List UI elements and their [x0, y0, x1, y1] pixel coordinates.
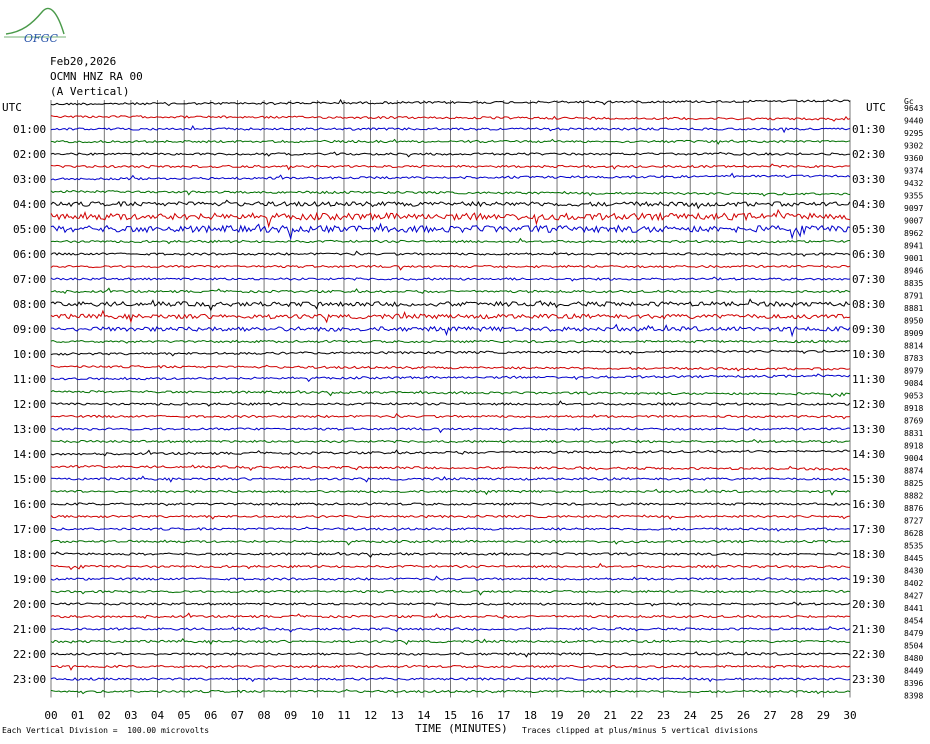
hour-label-right: 01:30 [852, 123, 886, 136]
x-tick-label: 12 [363, 709, 378, 722]
row-value-label: 9053 [904, 391, 924, 401]
row-value-label: 8835 [904, 279, 924, 288]
x-tick-label: 16 [470, 709, 484, 722]
hour-label-left: 08:00 [13, 298, 47, 311]
hour-label-left: 14:00 [13, 448, 47, 461]
hour-label-left: 11:00 [13, 373, 47, 386]
row-value-label: 8628 [904, 529, 924, 538]
hour-label-right: 15:30 [852, 473, 886, 486]
hour-label-left: 22:00 [13, 648, 47, 661]
row-value-label: 8874 [904, 466, 924, 476]
station-label: OCMN HNZ RA 00 [50, 70, 143, 83]
hour-label-left: 05:00 [13, 223, 47, 236]
component-label: (A Vertical) [50, 85, 130, 98]
row-value-label: 8398 [904, 691, 924, 701]
row-value-label: 8941 [904, 241, 924, 251]
row-value-label: 9295 [904, 129, 924, 138]
row-value-label: 8950 [904, 316, 924, 326]
hour-label-right: 21:30 [852, 623, 886, 636]
hour-label-right: 04:30 [852, 198, 886, 211]
hour-label-right: 06:30 [852, 248, 886, 261]
row-value-label: 8979 [904, 366, 924, 376]
x-tick-label: 03 [124, 709, 138, 722]
row-value-label: 8402 [904, 579, 924, 588]
hour-label-left: 15:00 [13, 473, 47, 486]
row-value-label: 8882 [904, 491, 924, 501]
x-tick-label: 25 [710, 709, 724, 722]
x-tick-label: 29 [816, 709, 830, 722]
hour-label-right: 19:30 [852, 573, 886, 586]
hour-label-right: 14:30 [852, 448, 886, 461]
x-tick-label: 18 [523, 709, 538, 722]
x-tick-label: 00 [44, 709, 58, 722]
row-value-label: 8831 [904, 429, 924, 438]
x-tick-label: 17 [497, 709, 511, 722]
hour-label-left: 16:00 [13, 498, 47, 511]
hour-label-left: 13:00 [13, 423, 47, 436]
row-value-label: 8535 [904, 541, 924, 551]
x-tick-label: 04 [150, 709, 165, 722]
utc-left-label: UTC [2, 101, 22, 114]
hour-label-right: 12:30 [852, 398, 886, 411]
hour-label-right: 17:30 [852, 523, 886, 536]
x-tick-label: 26 [736, 709, 751, 722]
x-tick-label: 13 [390, 709, 404, 722]
row-value-label: 8881 [904, 304, 924, 313]
hour-label-left: 17:00 [13, 523, 47, 536]
row-value-label: 9097 [904, 204, 924, 213]
row-value-label: 8814 [904, 341, 924, 351]
x-tick-label: 05 [177, 709, 191, 722]
row-value-label: 8791 [904, 291, 924, 301]
row-value-label: 9432 [904, 179, 924, 188]
x-tick-label: 27 [763, 709, 777, 722]
hour-label-left: 18:00 [13, 548, 47, 561]
row-value-label: 8427 [904, 591, 924, 601]
hour-label-right: 09:30 [852, 323, 886, 336]
hour-label-right: 20:30 [852, 598, 886, 611]
gain-column-label: Gc [904, 97, 914, 106]
x-tick-label: 22 [630, 709, 644, 722]
row-value-label: 9440 [904, 116, 924, 126]
x-tick-label: 24 [683, 709, 697, 722]
x-tick-label: 20 [577, 709, 591, 722]
hour-label-right: 11:30 [852, 373, 886, 386]
row-value-label: 8918 [904, 404, 924, 413]
x-tick-label: 01 [71, 709, 85, 722]
x-tick-label: 28 [790, 709, 804, 722]
hour-label-left: 10:00 [13, 348, 47, 361]
row-value-label: 9084 [904, 379, 924, 388]
row-value-label: 8504 [904, 641, 924, 651]
x-tick-label: 08 [257, 709, 271, 722]
hour-label-right: 16:30 [852, 498, 886, 511]
x-tick-label: 06 [204, 709, 218, 722]
hour-label-left: 23:00 [13, 673, 47, 686]
hour-label-left: 02:00 [13, 148, 47, 161]
x-axis-title: TIME (MINUTES) [415, 722, 508, 735]
row-value-label: 8454 [904, 616, 924, 626]
hour-label-left: 19:00 [13, 573, 47, 586]
hour-label-left: 04:00 [13, 198, 47, 211]
clip-note: Traces clipped at plus/minus 5 vertical divisions [522, 726, 759, 735]
hour-label-left: 12:00 [13, 398, 47, 411]
utc-right-label: UTC [866, 101, 886, 114]
hour-label-right: 08:30 [852, 298, 886, 311]
row-value-label: 8430 [904, 566, 924, 576]
row-value-label: 8445 [904, 554, 924, 563]
hour-label-right: 13:30 [852, 423, 886, 436]
row-value-label: 8396 [904, 679, 924, 688]
scale-note: Each Vertical Division = 100.00 microvolts [2, 726, 210, 735]
row-value-label: 9004 [904, 454, 924, 463]
x-tick-label: 07 [230, 709, 245, 722]
x-tick-label: 14 [417, 709, 431, 722]
hour-label-right: 22:30 [852, 648, 886, 661]
row-value-label: 9360 [904, 154, 924, 163]
row-value-label: 8479 [904, 629, 924, 638]
hour-label-left: 07:00 [13, 273, 47, 286]
x-tick-label: 23 [656, 709, 671, 722]
row-value-label: 9374 [904, 166, 924, 176]
row-value-label: 8727 [904, 516, 924, 526]
row-value-label: 8876 [904, 504, 924, 513]
row-value-label: 8909 [904, 329, 924, 338]
x-tick-label: 11 [337, 709, 351, 722]
row-value-label: 9643 [904, 104, 924, 113]
hour-label-left: 06:00 [13, 248, 47, 261]
hour-label-right: 10:30 [852, 348, 886, 361]
hour-label-right: 02:30 [852, 148, 886, 161]
hour-label-left: 09:00 [13, 323, 47, 336]
hour-label-right: 23:30 [852, 673, 886, 686]
hour-label-left: 01:00 [13, 123, 47, 136]
x-tick-label: 02 [97, 709, 111, 722]
logo-text: OFGC [24, 32, 58, 44]
row-value-label: 8449 [904, 666, 924, 676]
row-value-label: 8918 [904, 441, 924, 451]
row-value-label: 9007 [904, 216, 924, 226]
x-tick-label: 21 [603, 709, 617, 722]
row-value-label: 8480 [904, 654, 924, 663]
hour-label-right: 05:30 [852, 223, 886, 236]
row-value-label: 8441 [904, 604, 924, 613]
row-value-label: 8783 [904, 354, 924, 363]
hour-label-right: 07:30 [852, 273, 886, 286]
x-tick-label: 09 [284, 709, 298, 722]
x-tick-label: 10 [310, 709, 324, 722]
row-value-label: 8769 [904, 416, 924, 426]
row-value-label: 9001 [904, 254, 924, 263]
row-value-label: 8962 [904, 229, 924, 238]
row-value-label: 8946 [904, 266, 924, 276]
hour-label-left: 03:00 [13, 173, 47, 186]
hour-label-right: 18:30 [852, 548, 886, 561]
hour-label-right: 03:30 [852, 173, 886, 186]
row-value-label: 9302 [904, 141, 924, 151]
hour-label-left: 21:00 [13, 623, 47, 636]
x-tick-label: 19 [550, 709, 564, 722]
x-tick-label: 15 [443, 709, 458, 722]
x-tick-label: 30 [843, 709, 857, 722]
date-label: Feb20,2026 [50, 55, 117, 68]
row-value-label: 8825 [904, 479, 924, 488]
hour-label-left: 20:00 [13, 598, 47, 611]
row-value-label: 9355 [904, 191, 924, 201]
